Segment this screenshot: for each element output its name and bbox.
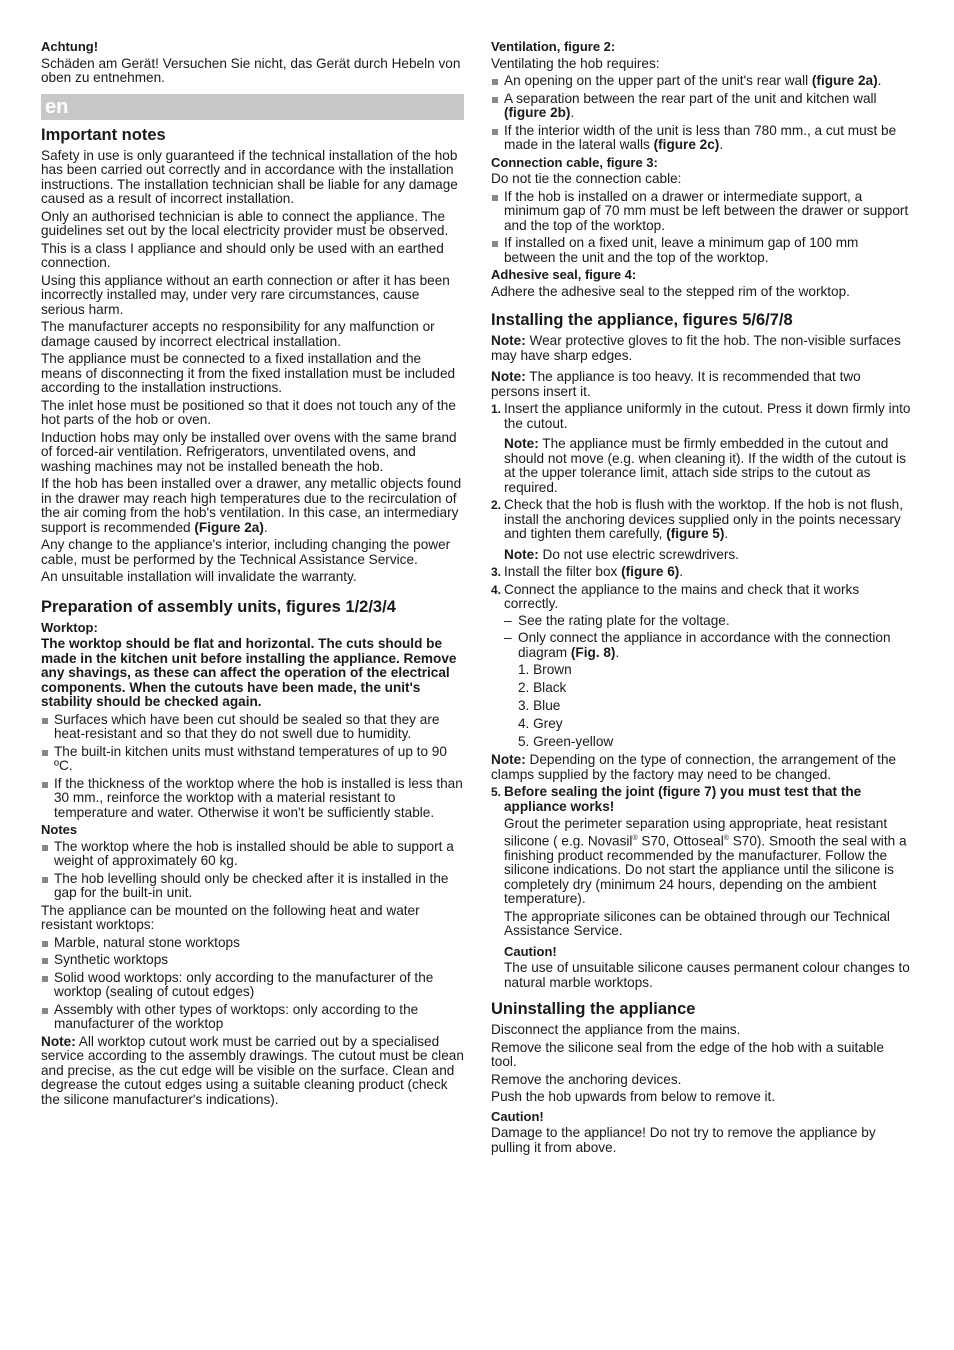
note-label: Note:: [491, 369, 526, 384]
list-item: An opening on the upper part of the unit's rear wall (figure 2a).: [491, 74, 911, 89]
important-paragraph: Only an authorised technician is able to connect the appliance. The guidelines set out by the local electricity provider must be observed.: [41, 208, 449, 238]
note-text: The appliance must be firmly embedded in the cutout and should not move (e.g. when cleaning it). If the width of the cutout is at the upper tolerance limit, attach side strips to the cutout as required.: [504, 436, 906, 495]
figure-reference: (figure 2b): [504, 105, 571, 120]
list-item: Synthetic worktops: [41, 953, 464, 968]
step-note: [504, 548, 911, 563]
uninstall-paragraph: Remove the silicone seal from the edge of the hob with a suitable tool.: [491, 1039, 884, 1070]
list-item: A separation between the rear part of the unit and kitchen wall (figure 2b).: [491, 92, 911, 121]
worktop-heading: Worktop:: [41, 619, 98, 635]
seal-text: Adhere the adhesive seal to the stepped rim of the worktop.: [491, 283, 850, 299]
final-note: [41, 1035, 464, 1108]
notes-list: [41, 840, 464, 901]
figure-reference: (figure 6): [621, 564, 680, 579]
note-label: Note:: [504, 436, 539, 451]
drawer-paragraph: If the hob has been installed over a drawer, any metallic objects found in the drawer may reach high temperatures due to the recirculation of the air coming from the hob's ventilation. In this case, an intermediary support is recommended (Figure 2a).: [41, 476, 462, 535]
list-item: The built-in kitchen units must withstand temperatures of up to 90 ºC.: [41, 745, 464, 774]
important-paragraph: The inlet hose must be positioned so that it does not touch any of the hot parts of the hob or oven.: [41, 397, 456, 427]
figure-reference: (figure 2a): [811, 73, 878, 88]
mount-text: The appliance can be mounted on the following heat and water resistant worktops:: [41, 902, 420, 932]
important-paragraph: The appliance must be connected to a fixed installation and the means of disconnecting it from the fixed installation must be included according to the installation instructions.: [41, 351, 456, 395]
ventilation-list: [491, 74, 911, 153]
wire-colors-list: [518, 663, 911, 750]
step-text: Connect the appliance to the mains and check that it works correctly.: [504, 581, 860, 611]
worktop-list: [41, 713, 464, 821]
list-item: 5. Green-yellow: [518, 734, 614, 749]
list-item: If the hob is installed on a drawer or intermediate support, a minimum gap of 70 mm must be left between the drawer or support and the top of the worktop.: [491, 190, 911, 234]
connection-intro: Do not tie the connection cable:: [491, 171, 682, 186]
step-item: [491, 785, 911, 990]
registered-mark: ®: [632, 834, 638, 842]
list-item: 2. Black: [518, 680, 567, 695]
step4-sublist: [504, 614, 911, 661]
note-label: Note:: [491, 752, 526, 767]
caution-text: Damage to the appliance! Do not try to remove the appliance by pulling it from above.: [491, 1125, 876, 1155]
note-label: Note:: [504, 546, 539, 562]
step-number: 3.: [491, 565, 502, 579]
item-text: If the interior width of the unit is less than 780 mm., a cut must be made in the lateral walls: [504, 122, 897, 152]
item-text: Only connect the appliance in accordance with the connection diagram: [518, 630, 891, 660]
list-item: Solid wood worktops: only according to the manufacturer of the worktop (sealing of cutout edges): [41, 971, 464, 1000]
preparation-heading: Preparation of assembly units, figures 1/2/3/4: [41, 597, 396, 616]
note-text: Depending on the type of connection, the arrangement of the clamps supplied by the factory may need to be changed.: [491, 752, 897, 782]
list-item: – Only connect the appliance in accordance with the connection diagram (Fig. 8).: [504, 631, 911, 660]
item-text: A separation between the rear part of the unit and kitchen wall: [504, 90, 877, 106]
note-paragraph: [491, 753, 911, 782]
silicone-service-paragraph: The appropriate silicones can be obtained through our Technical Assistance Service.: [504, 908, 890, 939]
note-text: The appliance is too heavy. It is recommended that two persons insert it.: [491, 369, 861, 399]
uninstalling-heading: Uninstalling the appliance: [491, 1000, 696, 1019]
list-item: 4. Grey: [518, 716, 563, 731]
worktop-types-list: [41, 936, 464, 1032]
list-item: If installed on a fixed unit, leave a minimum gap of 100 mm between the unit and the top of the worktop.: [491, 236, 911, 265]
note-paragraph: [491, 334, 911, 363]
step-text: Insert the appliance uniformly in the cutout. Press it down firmly into the cutout.: [504, 401, 911, 431]
list-item: If the interior width of the unit is less than 780 mm., a cut must be made in the lateral walls (figure 2c).: [491, 124, 911, 153]
figure-reference: (Fig. 8): [570, 644, 616, 660]
registered-mark: ®: [723, 834, 729, 842]
list-item: The worktop where the hob is installed should be able to support a weight of approximately 60 kg.: [41, 840, 464, 869]
language-code: en: [45, 95, 69, 118]
list-item: Marble, natural stone worktops: [41, 936, 464, 951]
note-paragraph: [491, 370, 911, 399]
figure-reference: (figure 5): [666, 526, 725, 541]
uninstall-paragraph: Disconnect the appliance from the mains.: [491, 1022, 741, 1038]
notes-heading: Notes: [41, 822, 78, 837]
drawer-text: If the hob has been installed over a drawer, any metallic objects found in the drawer may reach high temperatures due to the recirculation of the air coming from the hob's ventilation. In this case, an intermediary support is recommended: [41, 476, 462, 535]
step-text: Install the filter box: [504, 564, 618, 579]
step-item: 3. Install the filter box (figure 6).: [491, 564, 684, 579]
step-number: 4.: [491, 582, 502, 597]
list-item: If the thickness of the worktop where the hob is installed is less than 30 mm., reinforce the worktop with a material resistant to temperature and water. Otherwise it won't be sufficiently stable.: [41, 777, 464, 821]
important-notes-heading: Important notes: [41, 125, 166, 144]
step-number: 5.: [491, 785, 502, 799]
list-item: Assembly with other types of worktops: only according to the manufacturer of the worktop: [41, 1003, 464, 1032]
important-paragraph: The manufacturer accepts no responsibility for any malfunction or damage caused by incorrect electrical installation.: [41, 319, 435, 349]
step-bold-text: Before sealing the joint (figure 7) you must test that the appliance works!: [504, 784, 862, 814]
step-item: 2. Check that the hob is flush with the worktop. If the hob is not flush, install the anchoring devices supplied only in the points necessary and tighten them carefully, (figure 5). Note: Do not use electric screwdrivers.: [491, 498, 911, 562]
installation-steps-continued: [491, 785, 911, 990]
step-note: [504, 437, 911, 495]
list-item: Surfaces which have been cut should be sealed so that they are heat-resistant and so that they do not swell due to humidity.: [41, 713, 464, 742]
important-paragraph: Any change to the appliance's interior, including changing the power cable, must be performed by the Technical Assistance Service.: [41, 537, 451, 567]
text-fragment: Grout the perimeter separation using appropriate, heat resistant silicone ( e.g. Novasil: [504, 816, 888, 849]
important-paragraph: Induction hobs may only be installed over ovens with the same brand of forced-air ventilation. Refrigerators, unventilated ovens, and washing machines may not be installed beneath the hob.: [41, 429, 457, 474]
connection-heading: Connection cable, figure 3:: [491, 154, 658, 170]
important-paragraph: Using this appliance without an earth connection or after it has been incorrectly installed may, under very rare circumstances, cause serious harm.: [41, 272, 450, 317]
note-text: Do not use electric screwdrivers.: [542, 546, 739, 562]
important-paragraph: An unsuitable installation will invalidate the warranty.: [41, 569, 357, 584]
step-text: Check that the hob is flush with the worktop. If the hob is not flush, install the anchoring devices supplied only in the points necessary and tighten them carefully,: [504, 497, 903, 541]
step-item: [491, 583, 911, 750]
text-fragment: S70, Ottoseal: [637, 833, 724, 849]
achtung-heading: Achtung!: [41, 39, 99, 54]
language-bar: [41, 94, 464, 120]
important-paragraph: This is a class I appliance and should only be used with an earthed connection.: [41, 240, 444, 270]
left-column: [41, 40, 464, 1110]
achtung-text: Schäden am Gerät! Versuchen Sie nicht, das Gerät durch Hebeln von oben zu entnehmen.: [41, 55, 461, 85]
important-paragraph: Safety in use is only guaranteed if the technical installation of the hob has been carried out correctly and in accordance with the installation instructions. The installation technician shall be liable for any damage caused as a result of incorrect installation.: [41, 147, 458, 206]
text-fragment: S70). Smooth the seal with a finishing product recommended by the manufacturer. Follow the silicone indications. Do not start the appliance until the silicone is completely dry (minimum 24 hours, depending on the ambient temperature).: [504, 833, 907, 907]
note-label: Note:: [491, 333, 526, 348]
list-item: 1. Brown: [518, 662, 572, 677]
seal-heading: Adhesive seal, figure 4:: [491, 267, 637, 282]
silicone-paragraph: [504, 817, 911, 907]
ventilation-heading: Ventilation, figure 2:: [491, 39, 616, 54]
list-item: 3. Blue: [518, 698, 561, 713]
figure-reference: (Figure 2a): [194, 519, 264, 535]
connection-list: [491, 190, 911, 266]
uninstall-paragraph: Push the hob upwards from below to remove it.: [491, 1089, 776, 1105]
note-label: Note:: [41, 1033, 76, 1049]
ventilation-intro: Ventilating the hob requires:: [491, 55, 660, 71]
list-item: The hob levelling should only be checked after it is installed in the gap for the built-in unit.: [41, 872, 464, 901]
installing-heading: Installing the appliance, figures 5/6/7/8: [491, 311, 793, 329]
installation-steps: [491, 402, 911, 750]
step-number: 2.: [491, 498, 502, 512]
note-text: Wear protective gloves to fit the hob. The non-visible surfaces may have sharp edges.: [491, 333, 901, 363]
item-text: An opening on the upper part of the unit's rear wall: [504, 73, 809, 88]
worktop-bold-text: The worktop should be flat and horizontal. The cuts should be made in the kitchen unit before installing the appliance. Remove any shavings, as these can affect the operation of the electrical components. When the cutouts have been made, the unit's stability should be checked again.: [41, 636, 457, 709]
caution-text: The use of unsuitable silicone causes permanent colour changes to natural marble worktops.: [504, 960, 910, 990]
caution-heading: Caution!: [491, 1108, 544, 1124]
right-column: [491, 40, 911, 1158]
uninstall-paragraph: Remove the anchoring devices.: [491, 1071, 682, 1087]
figure-reference: (figure 2c): [653, 137, 720, 152]
step-number: 1.: [491, 402, 502, 416]
step-item: [491, 402, 911, 495]
final-note-text: All worktop cutout work must be carried out by a specialised service according to the assembly drawings. The cutout must be clean and precise, as the cut edge will be visible on the surface. Clean and degrease the cutout edges using a suitable cleaning product (check the silicone manufacturer's indications).: [41, 1033, 464, 1107]
caution-heading: Caution!: [504, 943, 557, 959]
list-item: – See the rating plate for the voltage.: [504, 614, 911, 629]
